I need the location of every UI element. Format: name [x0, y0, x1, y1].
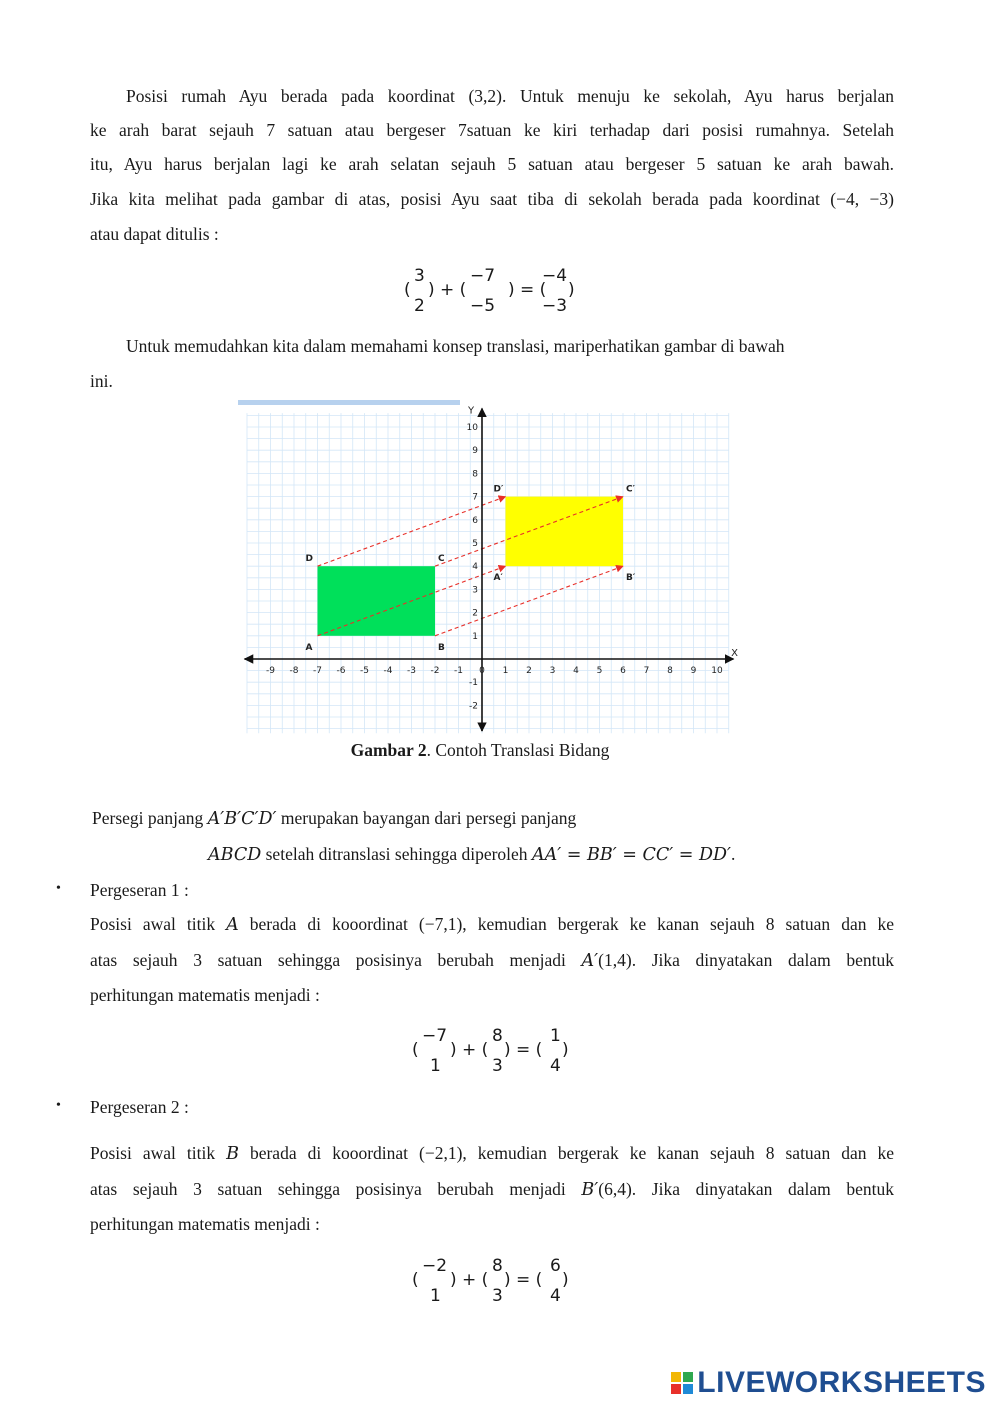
y-tick-label: 7 [472, 492, 478, 503]
eq2-c-top: 1 [550, 1026, 561, 1046]
logo-icon [671, 1372, 693, 1394]
eq1-b-top: −7 [470, 266, 496, 286]
eq1-c-top: −4 [542, 266, 568, 286]
vector-equation-1: 3 2 ( ) + ( −7 −5 ) = ( −4 −3 ) [404, 266, 575, 316]
y-tick-label: 8 [472, 469, 478, 480]
vertex-label-D-prime: D′ [493, 484, 504, 495]
y-tick-label: 3 [472, 585, 478, 596]
eq2-c-bot: 4 [550, 1056, 561, 1076]
eq1-b-bot: −5 [470, 296, 496, 316]
shape-abcd [318, 566, 436, 636]
vertex-label-B: B [438, 642, 445, 653]
shift2-line1: Posisi awal titik B berada di kooordinat (−2,1), kemudian bergerak ke kanan sejauh 8 satuan dan ke [90, 1143, 894, 1164]
x-tick-label: -4 [383, 666, 393, 676]
figure-top-strip [238, 400, 460, 405]
shift1-title: Pergeseran 1 : [90, 880, 189, 900]
y-tick-label: 2 [472, 608, 478, 619]
para1-line5: atau dapat ditulis : [90, 224, 219, 244]
x-tick-label: 2 [526, 666, 532, 676]
eq2-b-top: 8 [492, 1026, 503, 1046]
eq1-a-top: 3 [414, 266, 425, 286]
para1-line1: Posisi rumah Ayu berada pada koordinat (3,2). Untuk menuju ke sekolah, Ayu harus berjalan [126, 86, 894, 106]
x-tick-label: -7 [313, 666, 322, 676]
x-axis-label: X [731, 648, 738, 659]
eq2-a-bot: 1 [430, 1056, 441, 1076]
y-tick-label: 4 [472, 562, 478, 573]
brand-name: LIVEWORKSHEETS [697, 1366, 986, 1399]
vertex-label-B-prime: B′ [626, 573, 636, 584]
x-tick-label: 7 [643, 666, 650, 676]
vertex-label-A-prime: A′ [493, 573, 503, 584]
vector-equation-shift2: −2 1 ( ) + ( 8 3 ) = ( 6 4 ) [412, 1256, 569, 1306]
y-tick-label: 1 [472, 631, 478, 642]
eq1-c-bot: −3 [542, 296, 568, 316]
shift1-line3: perhitungan matematis menjadi : [90, 985, 320, 1005]
para1-line3: itu, Ayu harus berjalan lagi ke arah selatan sejauh 5 satuan atau bergeser 5 satuan ke arah bawah. [90, 154, 894, 174]
y-axis-label: Y [468, 405, 475, 417]
vertex-label-C-prime: C′ [626, 484, 635, 495]
shift1-line1: Posisi awal titik A berada di kooordinat (−7,1), kemudian bergerak ke kanan sejauh 8 satuan dan ke [90, 914, 894, 935]
x-tick-label: -9 [266, 666, 275, 676]
vector-equation-shift1: −7 1 ( ) + ( 8 3 ) = ( 1 4 ) [412, 1026, 569, 1076]
shift2-bullet: • [56, 1098, 61, 1113]
x-tick-label: 6 [620, 666, 626, 676]
x-tick-label: 10 [711, 666, 723, 676]
para2-line1: Untuk memudahkan kita dalam memahami konsep translasi, mariperhatikan gambar di bawah [126, 336, 785, 356]
para1-line2: ke arah barat sejauh 7 satuan atau bergeser 7satuan ke kiri terhadap dari posisi rumahnya. Setelah [90, 120, 894, 140]
x-tick-label: 8 [667, 666, 673, 676]
translation-figure [238, 400, 738, 740]
y-tick-label: 10 [466, 423, 478, 433]
y-tick-label: 5 [472, 539, 478, 549]
translation-chart [238, 400, 738, 740]
x-tick-label: -3 [407, 666, 416, 676]
para3-line2: ABCD setelah ditranslasi sehingga diperoleh AA′ = BB′ = CC′ = DD′. [208, 844, 736, 865]
x-tick-label: 1 [502, 666, 509, 676]
x-tick-label: 4 [573, 666, 579, 676]
x-tick-label: -2 [430, 666, 440, 676]
shift1-line2: atas sejauh 3 satuan sehingga posisinya berubah menjadi A′(1,4). Jika dinyatakan dalam bentuk [90, 950, 894, 971]
para1-line4: Jika kita melihat pada gambar di atas, posisi Ayu saat tiba di sekolah berada pada koordinat (−4, −3) [90, 189, 894, 209]
vertex-label-D: D [305, 554, 313, 565]
shift2-line2: atas sejauh 3 satuan sehingga posisinya berubah menjadi B′(6,4). Jika dinyatakan dalam bentuk [90, 1179, 894, 1200]
y-tick-label: 6 [472, 515, 478, 526]
figure-caption: Gambar 2. Contoh Translasi Bidang [350, 740, 610, 760]
shift1-bullet: • [56, 881, 61, 896]
liveworksheets-logo[interactable] [671, 1366, 986, 1400]
x-tick-label: -1 [454, 666, 463, 676]
vertex-label-C: C [438, 554, 445, 565]
eq3-a-top: −2 [422, 1256, 448, 1276]
eq1-a-bot: 2 [414, 296, 425, 316]
para2-line2: ini. [90, 371, 113, 391]
eq2-b-bot: 3 [492, 1056, 503, 1076]
eq3-a-bot: 1 [430, 1286, 441, 1306]
eq3-c-top: 6 [550, 1256, 561, 1276]
x-tick-label: -8 [289, 666, 299, 676]
eq3-b-top: 8 [492, 1256, 503, 1276]
x-tick-label: 3 [549, 666, 556, 676]
x-tick-label: 5 [596, 666, 603, 676]
x-tick-label: -6 [336, 666, 346, 676]
eq3-b-bot: 3 [492, 1286, 503, 1306]
eq2-a-top: −7 [422, 1026, 448, 1046]
x-tick-label: 0 [479, 666, 485, 676]
vertex-label-A: A [305, 642, 313, 653]
eq3-c-bot: 4 [550, 1286, 561, 1306]
y-tick-label: -2 [469, 701, 478, 712]
para3-line1: Persegi panjang A′B′C′D′ merupakan bayangan dari persegi panjang [92, 808, 577, 829]
x-tick-label: -5 [360, 666, 369, 676]
y-tick-label: 9 [472, 446, 478, 457]
shift2-line3: perhitungan matematis menjadi : [90, 1214, 320, 1234]
y-tick-label: -1 [469, 678, 478, 689]
shape-abcd-prime [506, 497, 624, 567]
x-tick-label: 9 [690, 666, 697, 676]
shift2-title: Pergeseran 2 : [90, 1097, 189, 1117]
